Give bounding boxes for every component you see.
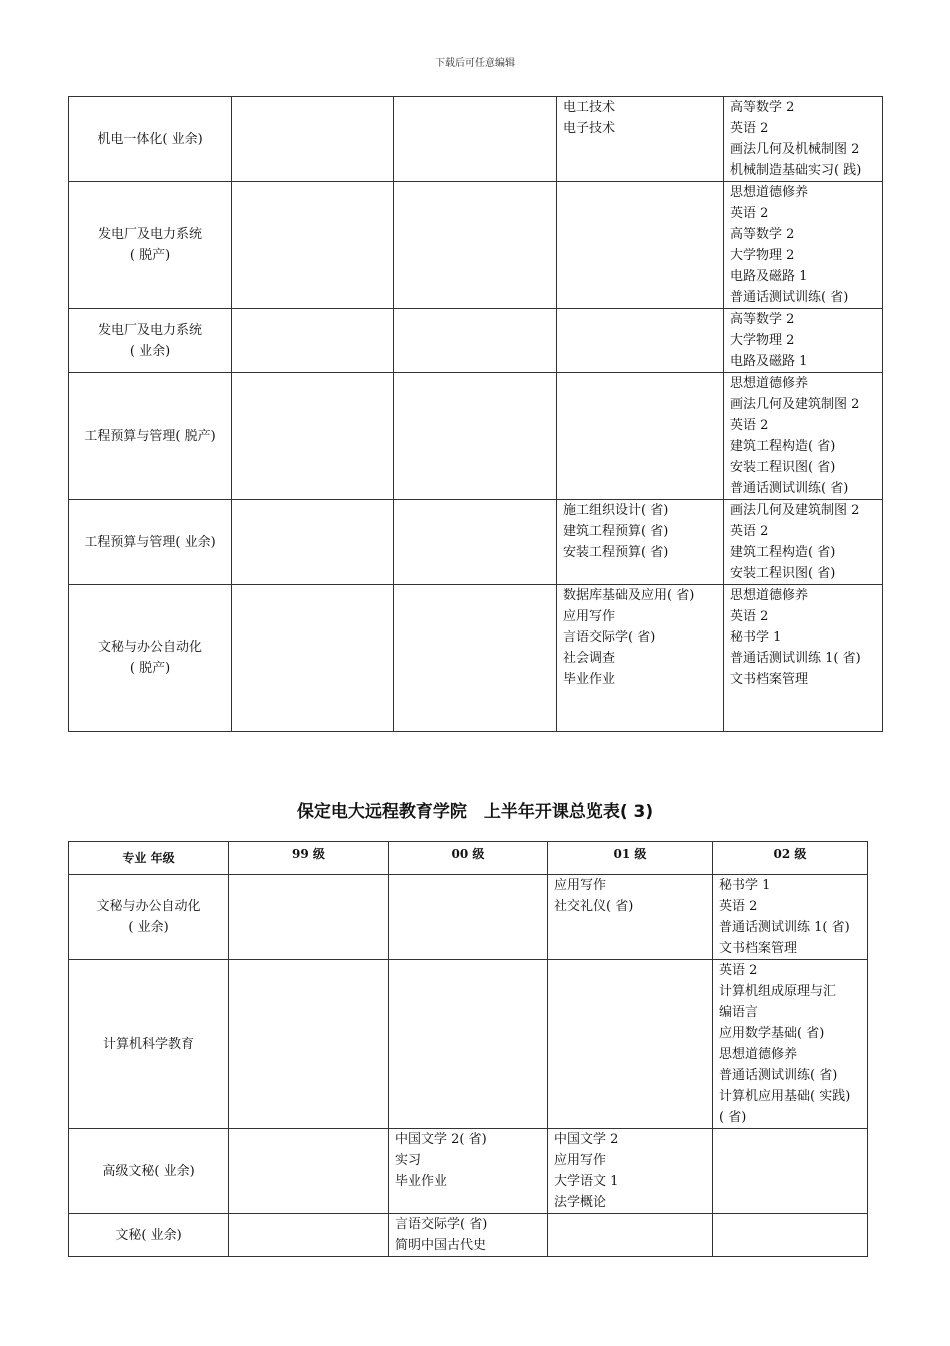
grade-00-cell xyxy=(389,960,548,1129)
course-name: 思想道德修养 xyxy=(719,1047,798,1062)
grade-02-cell xyxy=(713,1214,868,1257)
grade-99-cell xyxy=(229,1214,389,1257)
course-name: 高等数学 2 xyxy=(730,312,795,327)
grade-02-cell xyxy=(724,182,883,309)
course-name: 高等数学 2 xyxy=(730,227,795,242)
course-name: 社会调查 xyxy=(563,651,616,666)
course-name: 毕业作业 xyxy=(563,672,616,687)
grade-00-cell xyxy=(394,373,557,500)
grade-01-cell xyxy=(557,500,724,585)
major-cell xyxy=(69,97,232,182)
course-name: 电路及磁路 1 xyxy=(730,269,808,284)
grade-02-cell xyxy=(713,1129,868,1214)
header-grade-00: 00 级 xyxy=(389,842,548,875)
course-name: 编语言 xyxy=(719,1005,759,1020)
course-name: 建筑工程构造( 省) xyxy=(730,545,836,560)
grade-99-cell xyxy=(232,97,394,182)
major-cell xyxy=(69,309,232,373)
table-row xyxy=(69,309,883,373)
grade-00-cell xyxy=(394,585,557,732)
grade-01-cell xyxy=(548,875,713,960)
table-row xyxy=(69,960,868,1129)
grade-00-cell xyxy=(394,309,557,373)
course-name: 英语 2 xyxy=(730,418,769,433)
course-name: 思想道德修养 xyxy=(730,185,809,200)
table-row xyxy=(69,585,883,732)
course-name: 安装工程预算( 省) xyxy=(563,545,669,560)
major-cell xyxy=(69,585,232,732)
course-name: 思想道德修养 xyxy=(730,376,809,391)
course-name: 言语交际学( 省) xyxy=(395,1217,488,1232)
course-name: 英语 2 xyxy=(730,609,769,624)
course-name: 秘书学 1 xyxy=(730,630,782,645)
course-name: 英语 2 xyxy=(730,524,769,539)
grade-02-cell xyxy=(713,960,868,1129)
course-name: 画法几何及机械制图 2 xyxy=(730,142,860,157)
course-name: 数据库基础及应用( 省) xyxy=(563,588,695,603)
course-name: 建筑工程构造( 省) xyxy=(730,439,836,454)
grade-00-cell xyxy=(389,875,548,960)
major-name-line: 发电厂及电力系统 xyxy=(97,322,202,338)
table-row xyxy=(69,500,883,585)
grade-00-cell xyxy=(394,500,557,585)
course-name: 计算机组成原理与汇 xyxy=(719,984,837,999)
course-name: 施工组织设计( 省) xyxy=(563,503,669,518)
course-name: 计算机应用基础( 实践) xyxy=(719,1089,851,1104)
course-table-continued xyxy=(68,96,883,732)
course-name: 普通话测试训练 1( 省) xyxy=(730,651,861,666)
course-name: 应用写作 xyxy=(554,1153,607,1168)
table-title: 保定电大远程教育学院 上半年开课总览表( 3) xyxy=(296,802,654,822)
grade-99-cell xyxy=(232,500,394,585)
major-name-line: 工程预算与管理( 业余) xyxy=(84,534,216,550)
header-major-grade: 专业 年级 xyxy=(69,842,229,875)
table-row xyxy=(69,1214,868,1257)
grade-00-cell xyxy=(394,182,557,309)
course-name: 中国文学 2 xyxy=(554,1132,619,1147)
grade-00-cell xyxy=(389,1214,548,1257)
major-name-line: 文秘与办公自动化 xyxy=(96,899,201,914)
major-name-line: 计算机科学教育 xyxy=(102,1036,194,1052)
major-name-line: 机电一体化( 业余) xyxy=(97,131,203,147)
grade-02-cell xyxy=(724,309,883,373)
grade-01-cell xyxy=(557,585,724,732)
course-name: 言语交际学( 省) xyxy=(563,630,656,645)
course-name: 英语 2 xyxy=(730,121,769,136)
grade-99-cell xyxy=(229,960,389,1129)
major-cell xyxy=(69,875,229,960)
major-cell xyxy=(69,1129,229,1214)
major-cell xyxy=(69,1214,229,1257)
course-name: 普通话测试训练( 省) xyxy=(719,1068,838,1083)
major-name-line: ( 脱产) xyxy=(129,661,171,676)
course-name: 思想道德修养 xyxy=(730,588,809,603)
course-name: 普通话测试训练 1( 省) xyxy=(719,920,850,935)
grade-01-cell xyxy=(557,182,724,309)
grade-99-cell xyxy=(229,1129,389,1214)
grade-99-cell xyxy=(232,585,394,732)
header-grade-02: 02 级 xyxy=(713,842,868,875)
course-name: 毕业作业 xyxy=(395,1174,448,1189)
course-name: 普通话测试训练( 省) xyxy=(730,290,849,305)
grade-99-cell xyxy=(232,373,394,500)
course-name: 电子技术 xyxy=(563,121,616,136)
major-name-line: ( 业余) xyxy=(128,920,169,935)
course-name: 电路及磁路 1 xyxy=(730,354,808,369)
major-cell xyxy=(69,500,232,585)
course-name: 高等数学 2 xyxy=(730,100,795,115)
course-name: 法学概论 xyxy=(554,1195,607,1210)
course-name: 画法几何及建筑制图 2 xyxy=(730,397,860,412)
grade-99-cell xyxy=(232,309,394,373)
course-name: 画法几何及建筑制图 2 xyxy=(730,503,860,518)
table-header-row xyxy=(69,842,868,875)
major-name-line: 发电厂及电力系统 xyxy=(97,227,202,242)
grade-99-cell xyxy=(229,875,389,960)
grade-02-cell xyxy=(724,585,883,732)
course-name: 秘书学 1 xyxy=(719,878,771,893)
grade-00-cell xyxy=(394,97,557,182)
course-name: 简明中国古代史 xyxy=(395,1238,487,1253)
grade-01-cell xyxy=(548,1129,713,1214)
grade-01-cell xyxy=(557,309,724,373)
course-name: 文书档案管理 xyxy=(719,941,798,956)
course-name: 英语 2 xyxy=(719,963,758,978)
major-name-line: 工程预算与管理( 脱产) xyxy=(84,428,216,444)
course-name: 中国文学 2( 省) xyxy=(395,1132,487,1147)
course-name: 应用写作 xyxy=(563,609,616,624)
course-name: ( 省) xyxy=(719,1110,747,1125)
course-name: 机械制造基础实习( 践) xyxy=(730,163,862,178)
course-name: 应用数学基础( 省) xyxy=(719,1026,825,1041)
course-name: 普通话测试训练( 省) xyxy=(730,481,849,496)
grade-00-cell xyxy=(389,1129,548,1214)
table-row xyxy=(69,1129,868,1214)
table-row xyxy=(69,875,868,960)
course-name: 安装工程识图( 省) xyxy=(730,566,836,581)
major-name-line: 高级文秘( 业余) xyxy=(102,1163,195,1179)
course-name: 英语 2 xyxy=(730,206,769,221)
course-name: 建筑工程预算( 省) xyxy=(563,524,669,539)
grade-01-cell xyxy=(557,97,724,182)
major-name-line: ( 业余) xyxy=(129,343,171,359)
major-name-line: 文秘( 业余) xyxy=(115,1227,182,1243)
page-header-note: 下载后可任意编辑 xyxy=(435,58,515,69)
grade-02-cell xyxy=(724,500,883,585)
course-name: 大学物理 2 xyxy=(730,248,795,263)
grade-02-cell xyxy=(724,97,883,182)
course-name: 英语 2 xyxy=(719,899,758,914)
table-row xyxy=(69,97,883,182)
grade-01-cell xyxy=(548,960,713,1129)
course-name: 大学语文 1 xyxy=(554,1174,619,1189)
grade-02-cell xyxy=(713,875,868,960)
course-name: 大学物理 2 xyxy=(730,333,795,348)
table-row xyxy=(69,182,883,309)
major-name-line: 文秘与办公自动化 xyxy=(97,640,202,655)
major-cell xyxy=(69,373,232,500)
course-overview-table-3 xyxy=(68,841,868,1257)
major-name-line: ( 脱产) xyxy=(129,248,171,263)
header-grade-01: 01 级 xyxy=(548,842,713,875)
major-cell xyxy=(69,960,229,1129)
course-name: 安装工程识图( 省) xyxy=(730,460,836,475)
major-cell xyxy=(69,182,232,309)
course-name: 应用写作 xyxy=(554,878,607,893)
grade-01-cell xyxy=(548,1214,713,1257)
grade-01-cell xyxy=(557,373,724,500)
table-row xyxy=(69,373,883,500)
grade-99-cell xyxy=(232,182,394,309)
header-grade-99: 99 级 xyxy=(229,842,389,875)
course-name: 电工技术 xyxy=(563,100,616,115)
course-name: 社交礼仪( 省) xyxy=(554,899,634,914)
course-name: 文书档案管理 xyxy=(730,672,809,687)
course-name: 实习 xyxy=(395,1153,422,1168)
grade-02-cell xyxy=(724,373,883,500)
